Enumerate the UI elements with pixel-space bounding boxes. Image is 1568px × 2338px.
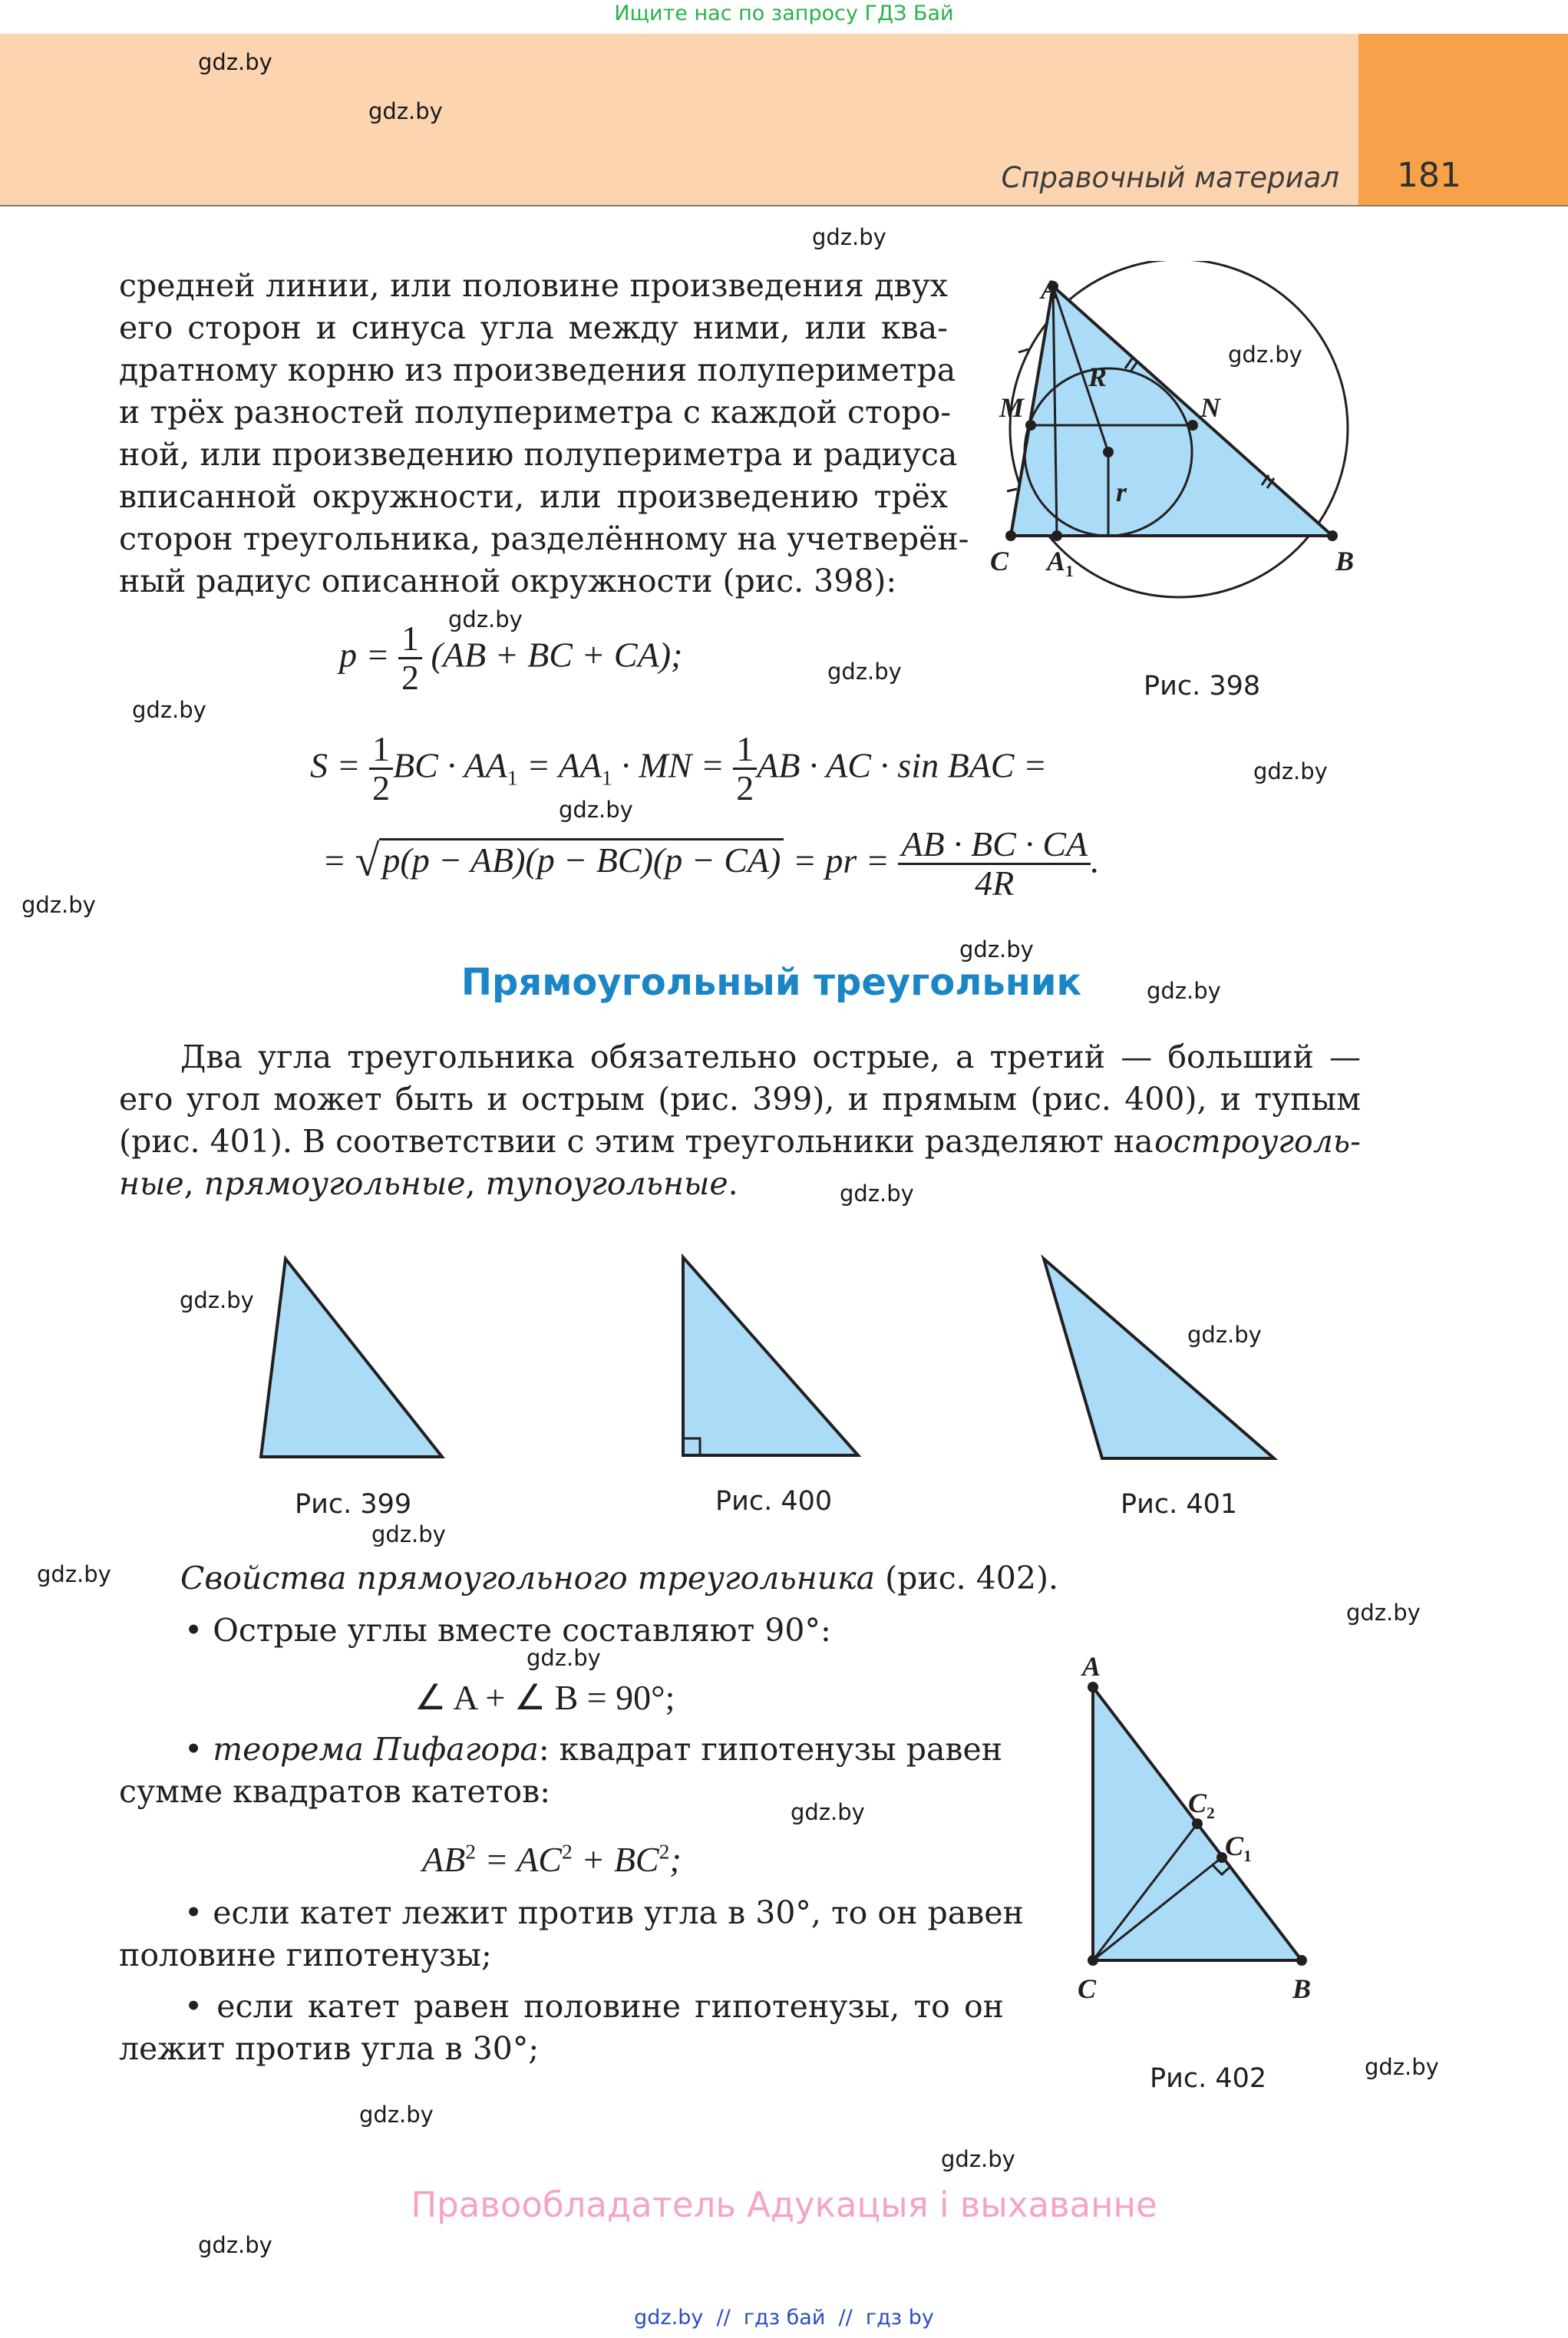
paragraph-line: вписанной окружности, или произведению трёх <box>119 478 948 515</box>
watermark: gdz.by <box>368 98 443 124</box>
formula-p: p = $\frac{1}{2}$ (AB + BC + CA); <box>339 619 683 698</box>
watermark: gdz.by <box>1365 2054 1439 2080</box>
fig402-label-c1: $C_1$ <box>1225 1831 1252 1866</box>
formula-angles: ∠ A + ∠ B = 90°; <box>414 1678 675 1717</box>
header-tab <box>1358 34 1568 206</box>
figure-398 <box>975 261 1374 614</box>
paragraph-line: средней линии, или половине произведения двух <box>119 267 948 304</box>
watermark: gdz.by <box>371 1521 446 1547</box>
formula-heron: = √p(p − AB)(p − BC)(p − CA) = pr = $\frac{AB \cdot BC \cdot CA}{4R}$ . <box>322 824 1100 903</box>
watermark: gdz.by <box>359 2102 434 2128</box>
top-banner: Ищите нас по запросу ГДЗ Бай <box>614 2 954 25</box>
watermark: gdz.by <box>132 697 206 723</box>
fig398-label-a1: $A_1$ <box>1047 546 1074 581</box>
property-item: • Острые углы вместе составляют 90°: <box>184 1612 831 1649</box>
watermark: gdz.by <box>1187 1322 1262 1348</box>
property-item: • теорема Пифагора: квадрат гипотенузы равен <box>184 1731 1003 1768</box>
fig402-label-b: B <box>1292 1973 1312 2004</box>
fig398-label-c: C <box>990 546 1009 576</box>
property-item-continued: лежит против угла в 30°; <box>119 2030 540 2067</box>
watermark: gdz.by <box>812 224 886 250</box>
fig401-caption: Рис. 401 <box>1121 1489 1238 1520</box>
footer-links[interactable]: gdz.by // гдз бай // гдз by <box>634 2306 934 2330</box>
paragraph-line: Два угла треугольника обязательно острые, а третий — больший — <box>180 1039 1361 1075</box>
watermark: gdz.by <box>198 49 272 75</box>
figure-400-right-triangle <box>675 1251 875 1466</box>
paragraph-line: сторон треугольника, разделённому на учетверён- <box>119 520 969 557</box>
watermark: gdz.by <box>1147 978 1221 1004</box>
watermark: gdz.by <box>827 659 902 685</box>
fig402-label-c: C <box>1078 1973 1097 2004</box>
paragraph-line: дратному корню из произведения полупериметра <box>119 352 956 388</box>
watermark: gdz.by <box>448 606 523 632</box>
header-rule <box>0 205 1568 206</box>
watermark: gdz.by <box>21 892 96 918</box>
property-item-continued: сумме квадратов катетов: <box>119 1773 551 1810</box>
watermark: gdz.by <box>527 1645 601 1671</box>
fig398-label-m: M <box>999 392 1025 423</box>
watermark: gdz.by <box>941 2146 1015 2172</box>
watermark: gdz.by <box>791 1799 865 1825</box>
paragraph-line: ные, прямоугольные, тупоугольные. <box>119 1165 738 1202</box>
fig400-caption: Рис. 400 <box>715 1486 833 1517</box>
property-item: • если катет равен половине гипотенузы, то он <box>184 1988 1004 2025</box>
watermark: gdz.by <box>1228 342 1302 368</box>
paragraph-line: ный радиус описанной окружности (рис. 398): <box>119 563 897 599</box>
figure-402 <box>1074 1673 1335 1996</box>
watermark: gdz.by <box>559 797 633 823</box>
property-item-continued: половине гипотенузы; <box>119 1937 492 1973</box>
property-item: • если катет лежит против угла в 30°, то он равен <box>184 1894 1024 1931</box>
fig399-caption: Рис. 399 <box>295 1489 412 1520</box>
watermark: gdz.by <box>180 1287 254 1313</box>
watermark: gdz.by <box>840 1181 914 1207</box>
formula-s: S = $\frac{1}{2}$ BC · $AA_1 = AA_1$ · MN = $\frac{1}{2}$ AB · AC · sin BAC = <box>310 729 1048 808</box>
fig398-label-n: N <box>1200 392 1220 423</box>
formula-pythagoras: $AB^2 = AC^2 + BC^2$; <box>422 1839 682 1879</box>
page-number: 181 <box>1397 156 1461 195</box>
section-title: Справочный материал <box>1001 161 1339 194</box>
fig402-caption: Рис. 402 <box>1150 2063 1267 2094</box>
paragraph-line: и трёх разностей полупериметра с каждой сторо- <box>119 394 952 431</box>
triangle-abc <box>1011 286 1332 536</box>
figure-399-acute-triangle <box>253 1251 453 1466</box>
paragraph-line: ной, или произведению полупериметра и радиуса <box>119 436 958 473</box>
paragraph-line: его сторон и синуса угла между ними, или ква- <box>119 309 948 346</box>
paragraph-line: (рис. 401). В соответствии с этим треугольники разделяют на остроуголь- <box>119 1123 1361 1160</box>
properties-title: Свойства прямоугольного треугольника (рис. 402). <box>180 1560 1059 1597</box>
watermark: gdz.by <box>198 2232 272 2258</box>
watermark: gdz.by <box>1253 758 1328 784</box>
fig398-label-r-small: r <box>1116 477 1127 507</box>
watermark: gdz.by <box>37 1561 111 1587</box>
rights-holder: Правообладатель Адукацыя і выхаванне <box>411 2184 1157 2225</box>
fig398-caption: Рис. 398 <box>1144 671 1261 702</box>
fig398-label-b: B <box>1335 546 1355 576</box>
fig398-label-a: A <box>1041 274 1060 305</box>
section-heading: Прямоугольный треугольник <box>460 961 1082 1004</box>
paragraph-line: его угол может быть и острым (рис. 399), и прямым (рис. 400), и тупым <box>119 1081 1361 1118</box>
figure-401-obtuse-triangle <box>1036 1251 1282 1466</box>
watermark: gdz.by <box>1346 1600 1421 1626</box>
fig398-label-r-big: R <box>1088 362 1108 392</box>
watermark: gdz.by <box>959 936 1034 963</box>
fig402-label-a: A <box>1082 1651 1101 1682</box>
fig402-label-c2: $C_2$ <box>1188 1788 1215 1823</box>
